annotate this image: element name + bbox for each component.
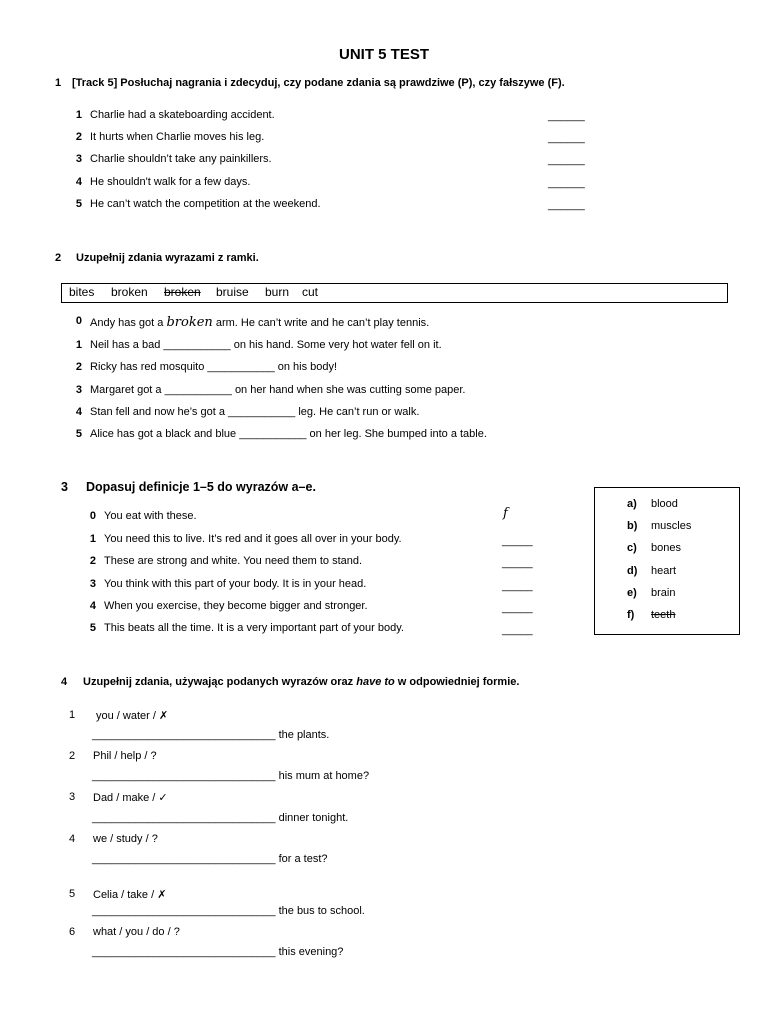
section-instruction: Uzupełnij zdania wyrazami z ramki. xyxy=(76,252,259,264)
section-number: 3 xyxy=(61,480,68,494)
answer-blank[interactable]: ______ xyxy=(548,154,585,166)
section-number: 2 xyxy=(55,252,62,264)
answer-blank[interactable]: _____ xyxy=(502,602,533,614)
word-box-item-used: broken xyxy=(164,285,201,299)
answer-blank[interactable]: _____ xyxy=(502,580,533,592)
answer-line[interactable]: ______________________________ this evening? xyxy=(92,946,344,958)
answer-blank[interactable]: _____ xyxy=(502,557,533,569)
word-box-item: bruise xyxy=(216,285,249,299)
section-number: 4 xyxy=(61,676,68,688)
answer-line[interactable]: ______________________________ the bus to school. xyxy=(92,905,365,917)
answer-line[interactable]: ______________________________ for a test? xyxy=(92,853,328,865)
answer-line[interactable]: ______________________________ his mum at home? xyxy=(92,770,370,782)
section-instruction: [Track 5] Posłuchaj nagrania i zdecyduj, czy podane zdania są prawdziwe (P), czy fałszywe (F). xyxy=(72,77,565,89)
answer-blank[interactable]: ______ xyxy=(548,110,585,122)
handwritten-answer: broken xyxy=(166,315,213,330)
answer-line[interactable]: ______________________________ the plants. xyxy=(92,729,330,741)
page-title: UNIT 5 TEST xyxy=(339,46,430,63)
answer-blank[interactable]: ______ xyxy=(548,199,585,211)
answer-blank[interactable]: ______ xyxy=(548,132,585,144)
word-box-item: broken xyxy=(111,285,148,299)
word-box-item: bites xyxy=(69,285,95,299)
section-number: 1 xyxy=(55,77,62,89)
handwritten-answer: f xyxy=(503,506,508,521)
section-instruction: Uzupełnij zdania, używając podanych wyrazów oraz have to w odpowiedniej formie. xyxy=(83,676,520,688)
word-box-item: cut xyxy=(302,285,319,299)
section-instruction: Dopasuj definicje 1–5 do wyrazów a–e. xyxy=(86,480,316,494)
answer-blank[interactable]: _____ xyxy=(502,624,533,636)
answer-blank[interactable]: _____ xyxy=(502,535,533,547)
word-box-item: burn xyxy=(265,285,290,299)
options-box: a) blood b) muscles c) bones d) heart e) brain f) teeth xyxy=(594,487,740,635)
word-box xyxy=(61,283,728,303)
answer-blank[interactable]: ______ xyxy=(548,177,585,189)
answer-line[interactable]: ______________________________ dinner tonight. xyxy=(92,812,349,824)
